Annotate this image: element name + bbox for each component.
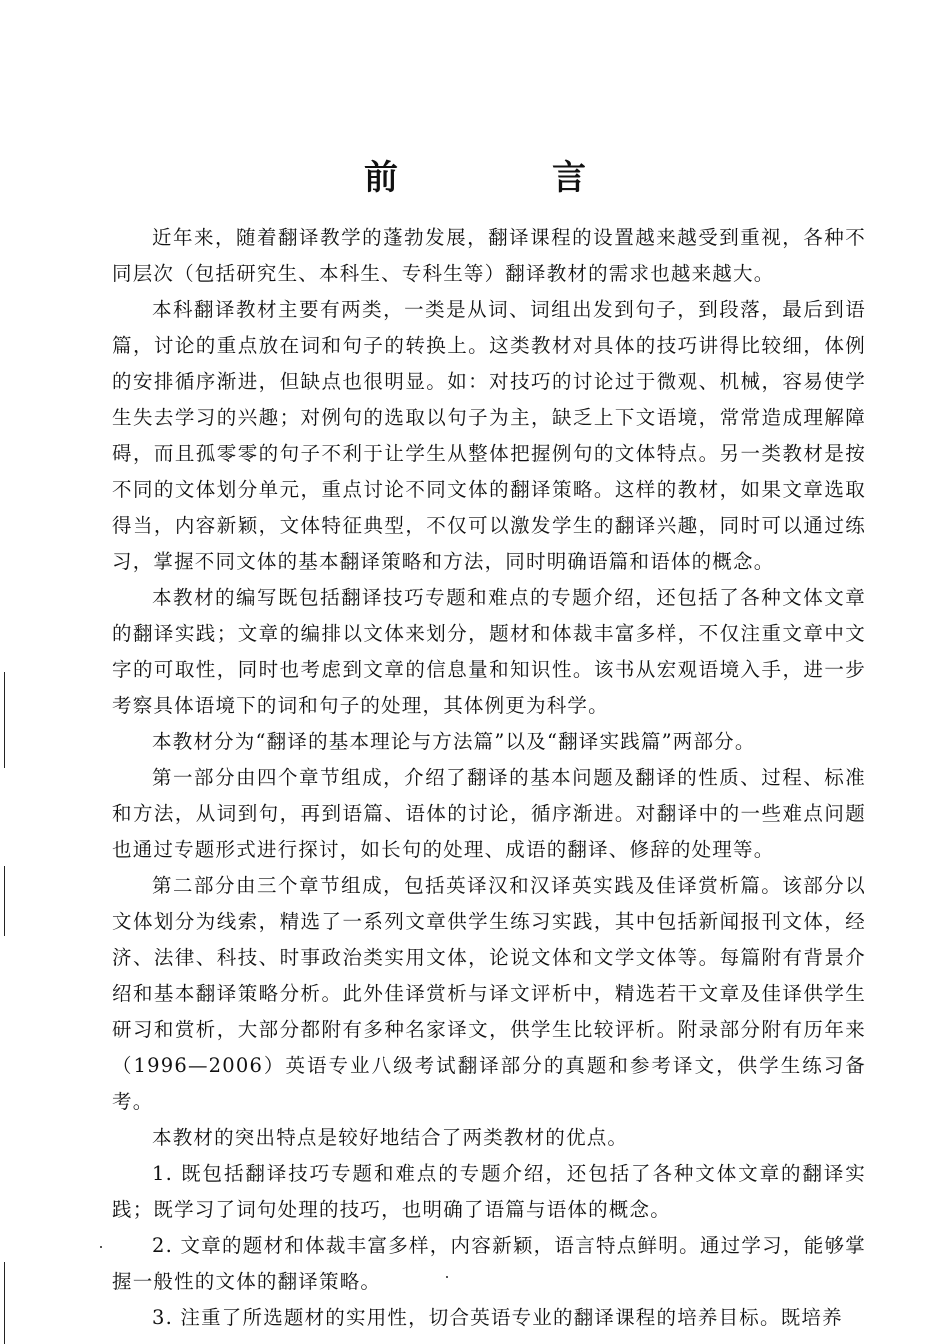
scan-speck: [446, 1276, 448, 1278]
paragraph-5: 第一部分由四个章节组成，介绍了翻译的基本问题及翻译的性质、过程、标准和方法，从词到句，再到语篇、语体的讨论，循序渐进。对翻译中的一些难点问题也通过专题形式进行探讨，如长句的处理、成语的翻译、修辞的处理等。: [112, 766, 866, 861]
preface-body: [112, 220, 866, 1336]
scan-edge-mark: [4, 866, 5, 936]
scan-edge-mark: [4, 672, 5, 768]
paragraph-4: 本教材分为“翻译的基本理论与方法篇”以及“翻译实践篇”两部分。: [152, 730, 756, 753]
scan-edge-mark: [4, 1262, 5, 1344]
scan-speck: [100, 1246, 102, 1248]
paragraph-8: 1. 既包括翻译技巧专题和难点的专题介绍，还包括了各种文体文章的翻译实践；既学习了词句处理的技巧，也明确了语篇与语体的概念。: [112, 1162, 866, 1221]
paragraph-9: 2. 文章的题材和体裁丰富多样，内容新颖，语言特点鲜明。通过学习，能够掌握一般性的文体的翻译策略。: [112, 1234, 866, 1293]
paragraph-1: 近年来，随着翻译教学的蓬勃发展，翻译课程的设置越来越受到重视，各种不同层次（包括研究生、本科生、专科生等）翻译教材的需求也越来越大。: [112, 226, 866, 285]
paragraph-3: 本教材的编写既包括翻译技巧专题和难点的专题介绍，还包括了各种文体文章的翻译实践；文章的编排以文体来划分，题材和体裁丰富多样，不仅注重文章中文字的可取性，同时也考虑到文章的信息量和知识性。该书从宏观语境入手，进一步考察具体语境下的词和句子的处理，其体例更为科学。: [112, 586, 866, 717]
page-title: 前 言: [364, 158, 646, 198]
paragraph-2: 本科翻译教材主要有两类，一类是从词、词组出发到句子，到段落，最后到语篇，讨论的重点放在词和句子的转换上。这类教材对具体的技巧讲得比较细，体例的安排循序渐进，但缺点也很明显。如：对技巧的讨论过于微观、机械，容易使学生失去学习的兴趣；对例句的选取以句子为主，缺乏上下文语境，常常造成理解障碍，而且孤零零的句子不利于让学生从整体把握例句的文体特点。另一类教材是按不同的文体划分单元，重点讨论不同文体的翻译策略。这样的教材，如果文章选取得当，内容新颖，文体特征典型，不仅可以激发学生的翻译兴趣，同时可以通过练习，掌握不同文体的基本翻译策略和方法，同时明确语篇和语体的概念。: [112, 298, 866, 573]
paragraph-7: 本教材的突出特点是较好地结合了两类教材的优点。: [152, 1126, 629, 1149]
paragraph-6: 第二部分由三个章节组成，包括英译汉和汉译英实践及佳译赏析篇。该部分以文体划分为线索，精选了一系列文章供学生练习实践，其中包括新闻报刊文体，经济、法律、科技、时事政治类实用文体，论说文体和文学文体等。每篇附有背景介绍和基本翻译策略分析。此外佳译赏析与译文评析中，精选若干文章及佳译供学生研习和赏析，大部分都附有多种名家译文，供学生比较评析。附录部分附有历年来（1996—2006）英语专业八级考试翻译部分的真题和参考译文，供学生练习备考。: [112, 874, 866, 1113]
paragraph-10: 3. 注重了所选题材的实用性，切合英语专业的翻译课程的培养目标。既培养: [152, 1306, 843, 1329]
